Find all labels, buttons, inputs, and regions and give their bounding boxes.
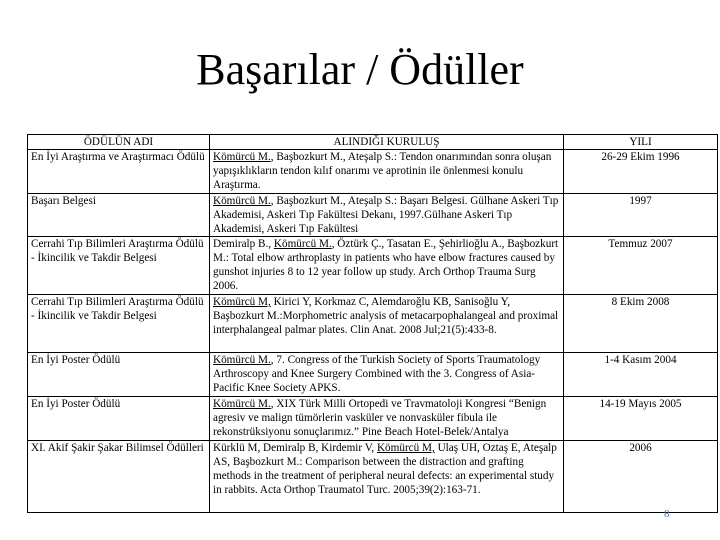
institution-text — [210, 194, 564, 237]
award-name: En İyi Poster Ödülü — [28, 353, 210, 397]
award-name: Cerrahi Tıp Bilimleri Araştırma Ödülü - İkincilik ve Takdir Belgesi — [28, 295, 210, 353]
institution-rest: , Başbozkurt M., Ateşalp S.: Tendon onarımından sonra oluşan yapışıklıkların tendon kılıf onarımı ve aprotinin ile önlenmesi konulu Araştırma. — [213, 151, 552, 191]
award-year: 14-19 Mayıs 2005 — [564, 397, 718, 441]
award-name: Başarı Belgesi — [28, 194, 210, 237]
author-highlight: Kömürcü M, — [213, 296, 271, 308]
institution-rest: Ulaş UH, Oztaş E, Ateşalp AS, Başbozkurt M.: Comparison between the distraction and grafting methods in the treatment of peripheral neural defects: an experimental study in rabbits. Acta Orthop Traumatol Turc. 2005;39(2):163-71. — [213, 442, 557, 496]
header-award: ÖDÜLÜN ADI — [28, 135, 210, 150]
award-name: En İyi Poster Ödülü — [28, 397, 210, 441]
institution-rest: , Başbozkurt M., Ateşalp S.: Başarı Belgesi. Gülhane Askeri Tıp Akademisi, Askeri Tıp Fakültesi Dekanı, 1997.Gülhane Askeri Tıp Akademisi, Askeri Tıp Fakültesi — [213, 195, 559, 235]
author-highlight: Kömürcü M, — [376, 442, 435, 454]
table-row — [28, 150, 718, 194]
institution-text — [210, 237, 564, 295]
institution-text — [210, 441, 564, 513]
table-row — [28, 295, 718, 353]
award-name: Cerrahi Tıp Bilimleri Araştırma Ödülü - İkincilik ve Takdir Belgesi — [28, 237, 210, 295]
institution-rest: , 7. Congress of the Turkish Society of Sports Traumatology Arthroscopy and Knee Surgery Combined with the 3. Congress of Asia-Pacific Knee Society APKS. — [213, 354, 541, 394]
author-highlight: Kömürcü M. — [273, 238, 332, 250]
award-year: 26-29 Ekim 1996 — [564, 150, 718, 194]
header-year: YILI — [564, 135, 718, 150]
page-number: 8 — [664, 508, 670, 520]
author-highlight: Kömürcü M. — [213, 151, 271, 163]
table-row — [28, 441, 718, 513]
author-highlight: Kömürcü M. — [213, 398, 271, 410]
co-authors-lead: Kürklü M, Demiralp B, Kirdemir V, — [213, 442, 377, 454]
co-authors-lead: Demiralp B., — [213, 238, 274, 250]
award-name: XI. Akif Şakir Şakar Bilimsel Ödülleri — [28, 441, 210, 513]
institution-rest: Kirici Y, Korkmaz C, Alemdaroğlu KB, Sanisoğlu Y, Başbozkurt M.:Morphometric analysis of metacarpophalangeal and proximal interphalangeal palmar plates. Clin Anat. 2008 Jul;21(5):433-8. — [213, 296, 559, 336]
award-year: Temmuz 2007 — [564, 237, 718, 295]
author-highlight: Kömürcü M. — [213, 195, 271, 207]
award-year: 1-4 Kasım 2004 — [564, 353, 718, 397]
slide-title: Başarılar / Ödüller — [196, 45, 524, 94]
institution-text — [210, 295, 564, 353]
table-row — [28, 397, 718, 441]
institution-text — [210, 353, 564, 397]
institution-rest: , Öztürk Ç., Tasatan E., Şehirlioğlu A., Başbozkurt M.: Total elbow arthroplasty in patients who have elbow fractures caused by gunshot injuries 8 to 12 year follow up study. Arch Orthop Trauma Surg 2006. — [213, 238, 559, 292]
table-row — [28, 353, 718, 397]
institution-text — [210, 150, 564, 194]
table-row — [28, 194, 718, 237]
table-row — [28, 237, 718, 295]
award-year: 1997 — [564, 194, 718, 237]
awards-table — [27, 134, 718, 513]
award-name: En İyi Araştırma ve Araştırmacı Ödülü — [28, 150, 210, 194]
institution-rest: , XIX Türk Milli Ortopedi ve Travmatoloji Kongresi “Benign agresiv ve malign tümörlerin vasküler ve nonvasküler fibula ile rekonstrüksiyonu sonuçlarımız.” Pine Beach Hotel-Belek/Antalya — [213, 398, 547, 438]
award-year: 2006 — [564, 441, 718, 513]
institution-text — [210, 397, 564, 441]
table-header-row — [28, 135, 718, 150]
header-institution: ALINDIĞI KURULUŞ — [210, 135, 564, 150]
award-year: 8 Ekim 2008 — [564, 295, 718, 353]
author-highlight: Kömürcü M. — [213, 354, 271, 366]
